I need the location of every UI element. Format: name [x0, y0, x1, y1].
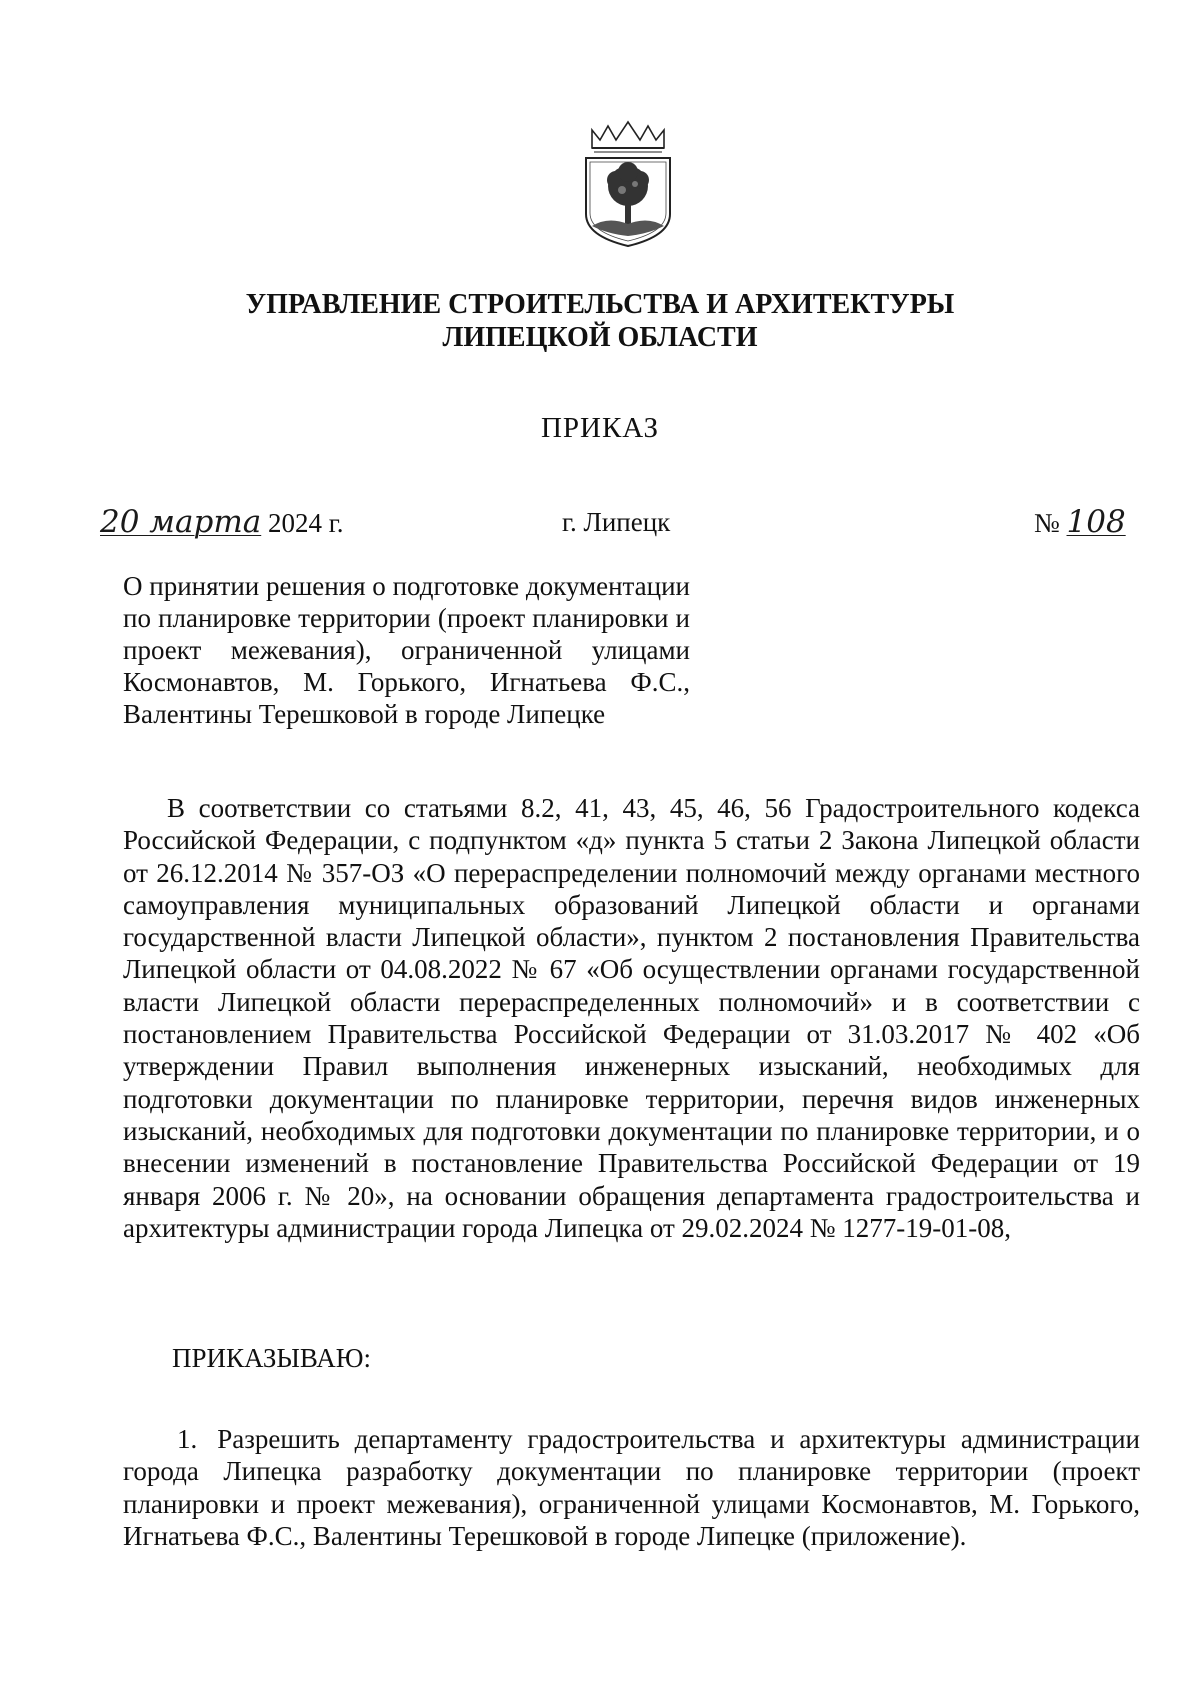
- document-subject: О принятии решения о подготовке документации по планировке территории (проект планировки и проект межевания), ограниченной улицами Космонавтов, М. Горького, Игнатьева Ф.С., Валентины Терешковой в городе Липецке: [123, 571, 690, 729]
- preamble-paragraph: В соответствии со статьями 8.2, 41, 43, 45, 46, 56 Градостроительного кодекса Российской Федерации, с подпунктом «д» пункта 5 статьи 2 Закона Липецкой области от 26.12.2014 № 357-ОЗ «О перераспределении полномочий между органами местного самоуправления муниципальных образований Липецкой области и органами государственной власти Липецкой области», пунктом 2 постановления Правительства Липецкой области от 04.08.2022 № 67 «Об осуществлении органами государственной власти Липецкой области перераспределенных полномочий» и в соответствии с постановлением Правительства Российской Федерации от 31.03.2017 № 402 «Об утверждении Правил выполнения инженерных изысканий, необходимых для подготовки документации по планировке территории, перечня видов инженерных изысканий, необходимых для подготовки документации по планировке территории, и о внесении изменений в постановление Правительства Российской Федерации от 19 января 2006 г. № 20», на основании обращения департамента градостроительства и архитектуры администрации города Липецка от 29.02.2024 № 1277-19-01-08,: [123, 793, 1140, 1243]
- order-word: ПРИКАЗЫВАЮ:: [172, 1343, 371, 1373]
- document-number: [1034, 504, 1126, 540]
- number-label: №: [1034, 508, 1060, 538]
- organization-name: [0, 288, 1200, 354]
- handwritten-number: 108: [1066, 504, 1126, 540]
- clause-text: Разрешить департаменту градостроительства и архитектуры администрации города Липецка разработку документации по планировке территории (проект планировки и проект межевания), ограниченной улицами Космонавтов, М. Горького, Игнатьева Ф.С., Валентины Терешковой в городе Липецке (приложение).: [123, 1424, 1140, 1551]
- document-date: [100, 504, 344, 540]
- document-type: ПРИКАЗ: [540, 412, 660, 444]
- clause-1: [123, 1423, 1140, 1552]
- clause-number: 1.: [177, 1424, 198, 1454]
- org-line-2: ЛИПЕЦКОЙ ОБЛАСТИ: [442, 322, 758, 353]
- org-line-1: УПРАВЛЕНИЕ СТРОИТЕЛЬСТВА И АРХИТЕКТУРЫ: [245, 289, 955, 320]
- coat-of-arms-icon: [578, 118, 678, 250]
- handwritten-date: 20 марта: [100, 504, 262, 540]
- date-year: 2024 г.: [267, 508, 344, 538]
- document-city: г. Липецк: [562, 507, 671, 537]
